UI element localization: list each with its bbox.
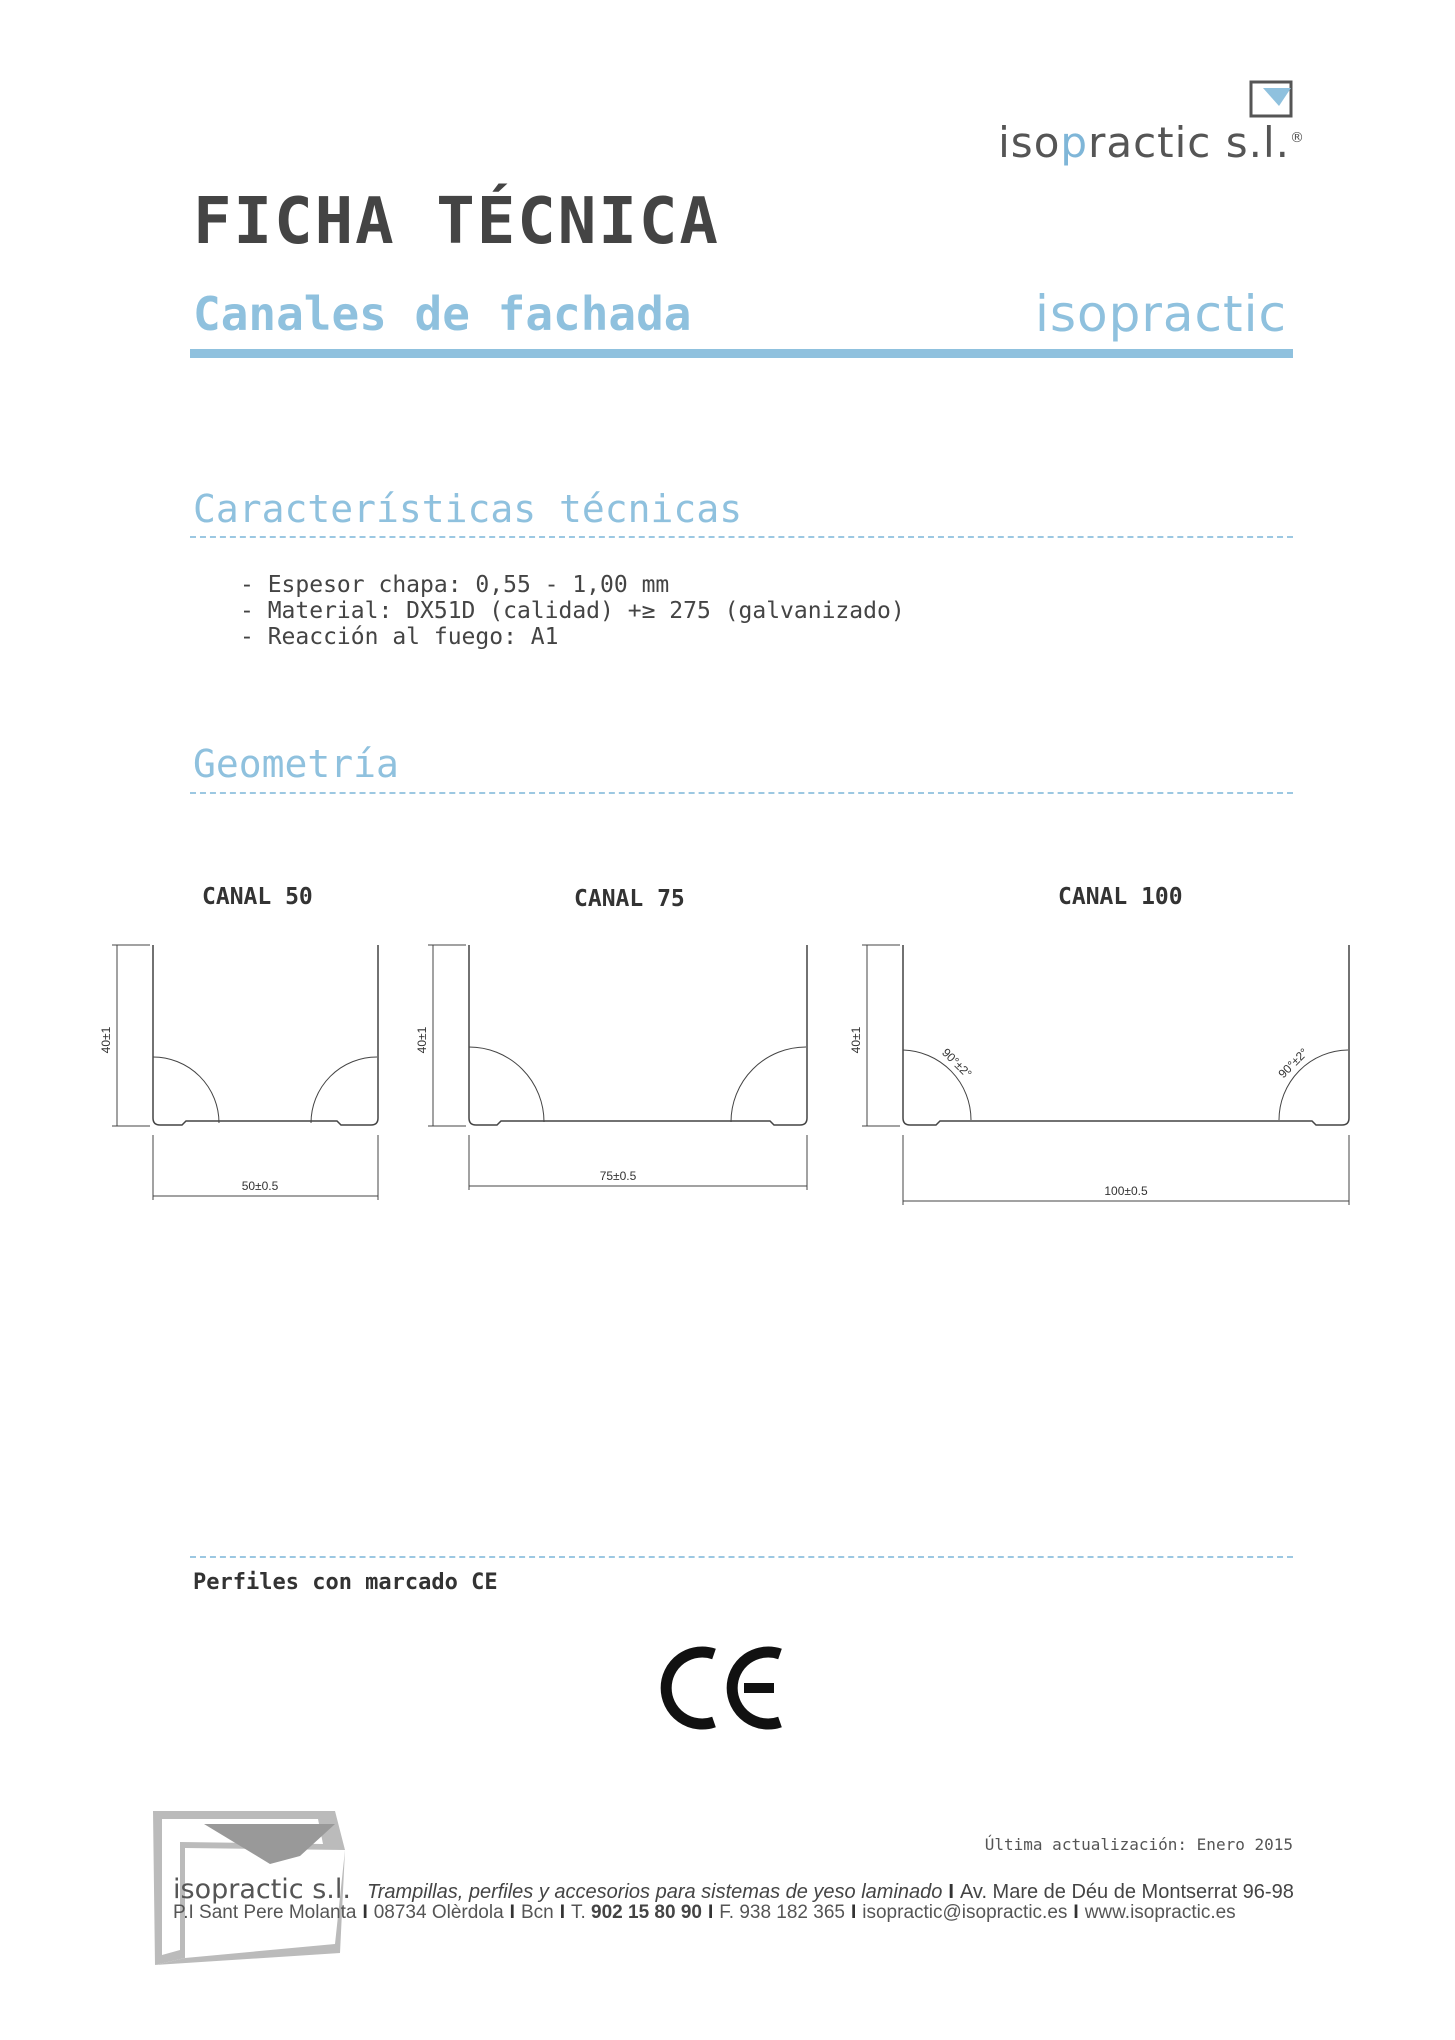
height-dimension: 40±1 xyxy=(415,1026,429,1054)
spec-item: - Espesor chapa: 0,55 - 1,00 mm xyxy=(240,572,670,598)
section-divider xyxy=(190,792,1293,794)
section-heading-geometria: Geometría xyxy=(193,742,399,786)
section-heading-caracteristicas: Características técnicas xyxy=(193,487,743,531)
footer-postcode: 08734 Olèrdola xyxy=(373,1902,504,1923)
ce-marking-label: Perfiles con marcado CE xyxy=(193,1570,498,1595)
width-dimension: 50±0.5 xyxy=(241,1179,279,1193)
footer-city: Bcn xyxy=(520,1902,554,1923)
footer-fax: F. 938 182 365 xyxy=(719,1902,845,1923)
profile-label-canal-75: CANAL 75 xyxy=(574,886,685,912)
ce-mark-icon xyxy=(658,1640,786,1736)
footer-line-2: P.I Sant Pere Molanta I 08734 Olèrdola I Bcn I T. 902 15 80 90 I F. 938 182 365 I isopractic@isopractic.es I www.isopractic.es xyxy=(173,1902,1236,1923)
footer-phone[interactable]: 902 15 80 90 xyxy=(591,1902,702,1923)
height-dimension: 40±1 xyxy=(849,1026,863,1054)
footer-phone-prefix: T. xyxy=(570,1902,586,1923)
spec-item: - Material: DX51D (calidad) +≥ 275 (galvanizado) xyxy=(240,598,905,624)
section-divider xyxy=(190,1556,1293,1558)
brand-name: isopractic s.l.® xyxy=(998,118,1305,167)
width-dimension: 100±0.5 xyxy=(1104,1184,1148,1198)
company-logo xyxy=(985,80,1305,170)
footer-address-2: P.I Sant Pere Molanta xyxy=(173,1902,357,1923)
last-updated: Última actualización: Enero 2015 xyxy=(984,1835,1293,1854)
subtitle-brand: isopractic xyxy=(1035,285,1287,343)
logo-mark-icon xyxy=(1249,80,1295,120)
profile-drawing-canal-50 xyxy=(112,945,378,1200)
footer-line-1: isopractic s.l. Trampillas, perfiles y accesorios para sistemas de yeso laminado I Av. Mare de Déu de Montserrat 96-98 xyxy=(173,1874,1294,1905)
spec-item: - Reacción al fuego: A1 xyxy=(240,624,559,650)
page-subtitle: Canales de fachada xyxy=(193,287,692,341)
title-underline xyxy=(190,349,1293,358)
profile-drawing-canal-100 xyxy=(862,945,1349,1205)
profile-label-canal-100: CANAL 100 xyxy=(1058,884,1183,910)
angle-dimension: 90°±2° xyxy=(1275,1045,1311,1081)
footer-website-link[interactable]: www.isopractic.es xyxy=(1084,1902,1236,1923)
page-title: FICHA TÉCNICA xyxy=(193,185,720,259)
profile-drawing-canal-75 xyxy=(428,945,807,1190)
section-divider xyxy=(190,536,1293,538)
profile-drawings xyxy=(0,900,1455,1240)
footer-address: Av. Mare de Déu de Montserrat 96-98 xyxy=(959,1881,1294,1903)
profile-label-canal-50: CANAL 50 xyxy=(202,884,313,910)
height-dimension: 40±1 xyxy=(99,1026,113,1054)
footer-email-link[interactable]: isopractic@isopractic.es xyxy=(862,1902,1068,1923)
footer-brand: isopractic s.l. xyxy=(173,1874,351,1905)
width-dimension: 75±0.5 xyxy=(599,1169,637,1183)
footer-tagline: Trampillas, perfiles y accesorios para sistemas de yeso laminado xyxy=(366,1881,943,1903)
angle-dimension: 90°±2° xyxy=(939,1045,975,1081)
